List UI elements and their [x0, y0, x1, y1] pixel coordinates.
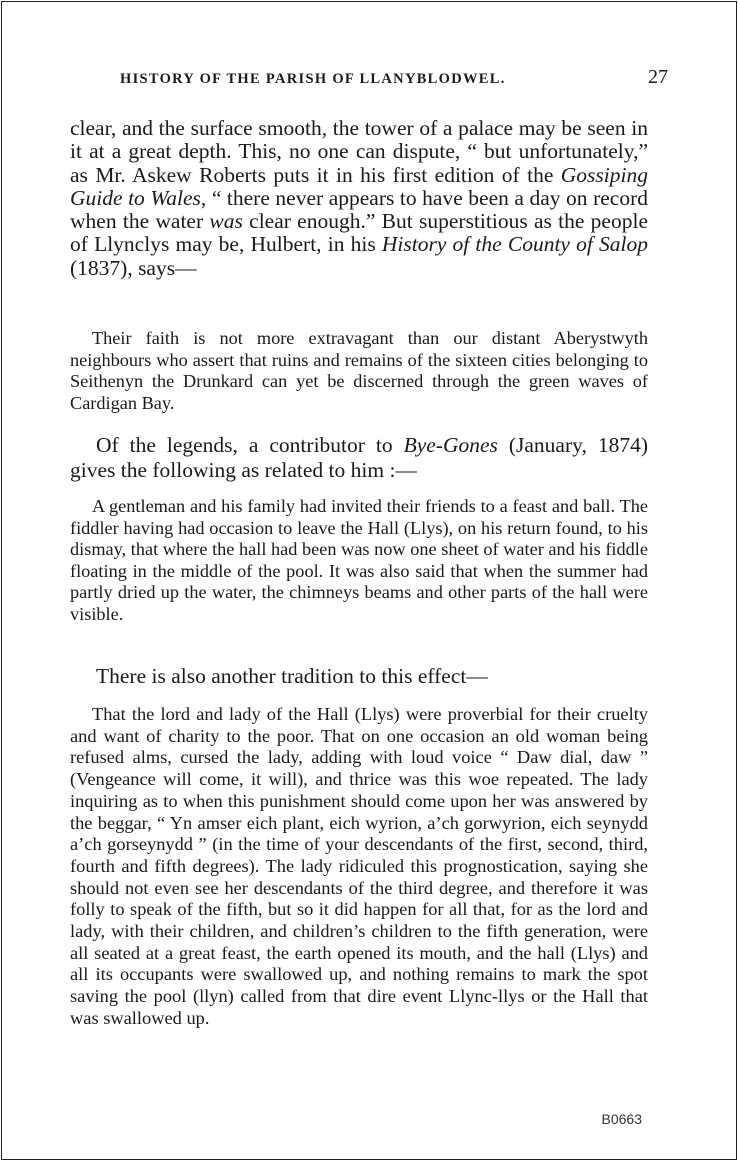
quote-lord-and-lady-legend: That the lord and lady of the Hall (Llys) were proverbial for their cruelty and want of charity to the poor. That on one occasion an old woman being refused alms, cursed the lady, adding with loud voice “ Daw dial, daw ” (Vengeance will come, it will), and thrice was this woe repeated. The lady inquiring as to when this punishment should come upon her was answered by the beggar, “ Yn amser eich plant, eich wyrion, a’ch gorwyrion, eich seynydd a’ch gorseynydd ” (in the time of your descendants of the first, second, third, fourth and fifth degrees). The lady ridiculed this prognostication, saying she should not even see her descendants of the third degree, and therefore it was folly to speak of the fifth, but so it did happen for all that, for as the lord and lady, with their children, and children’s children to the fifth generation, were all seated at a great feast, the earth opened its mouth, and the hall (Llys) and all its occupants were swallowed up, and nothing remains to mark the spot saving the pool (llyn) called from that dire event Llync-llys or the Hall that was swallowed up.: [70, 704, 648, 1028]
quote-hulbert: Their faith is not more extravagant than our distant Aberystwyth neighbours who assert that ruins and remains of the sixteen cities belonging to Seithenyn the Drunkard can yet be discerned through the green waves of Cardigan Bay.: [70, 328, 648, 413]
text-run: clear enough.” But superstitious as the people of Llynclys may be, Hulbert, in his: [70, 209, 648, 257]
text-run: Of the legends, a contributor to: [96, 433, 404, 457]
paragraph-opening: [70, 117, 648, 280]
page-number: 27: [648, 66, 668, 88]
text-run: (January, 1874) gives the following as related to him :—: [70, 433, 648, 482]
paragraph-bye-gones: [70, 433, 648, 483]
text-run: , “ there never appears to have been a day on record when the water: [70, 185, 649, 234]
document-page: [1, 1, 737, 1160]
book-title-bye-gones: Bye-Gones: [403, 433, 498, 457]
text-run: (1837), says—: [70, 255, 197, 280]
running-header: [70, 66, 668, 89]
text-run: clear, and the surface smooth, the tower of a palace may be seen in it at a great depth. This, no one can dispute, “ but unfortunately,” as Mr. Askew Roberts puts it in his first edition of the: [70, 116, 648, 187]
running-title: HISTORY OF THE PARISH OF LLANYBLODWEL.: [120, 71, 506, 87]
paragraph-another-tradition: There is also another tradition to this effect—: [96, 664, 488, 688]
book-title-gossiping-guide: Gossiping Guide to Wales: [70, 162, 648, 210]
quote-fiddler-legend: A gentleman and his family had invited their friends to a feast and ball. The fiddler having had occasion to leave the Hall (Llys), on his return found, to his dismay, that where the hall had been was now one sheet of water and his fiddle floating in the middle of the pool. It was also said that when the summer had partly dried up the water, the chimneys beams and other parts of the hall were visible.: [70, 496, 648, 624]
emphasis-was: was: [209, 209, 243, 234]
book-title-history-salop: History of the County of Salop: [381, 232, 649, 257]
archive-stamp: B0663: [601, 1111, 642, 1127]
